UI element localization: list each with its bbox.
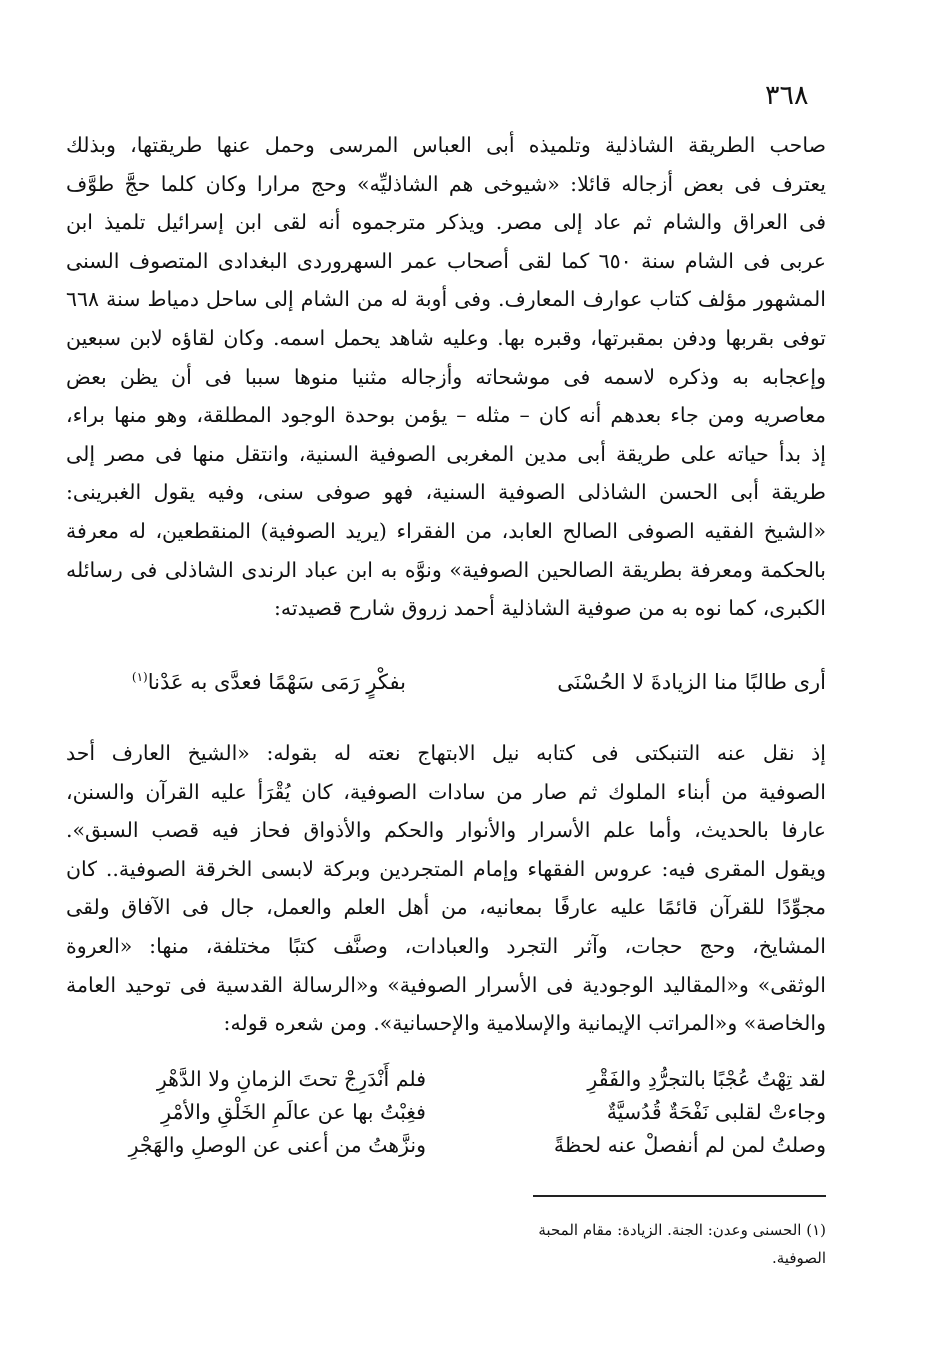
- text-line: بالحكمة ومعرفة بطريقة الصالحين الصوفية» ونوَّه به ابن عباد الرندى الشاذلى فى رسائله: [66, 557, 826, 582]
- paragraph-2: [66, 734, 826, 1043]
- verse-second-hemistich-text: بفكْرٍ رَمَى سَهْمًا فعدَّى به عَدْنا: [147, 670, 406, 694]
- poem-verse: [66, 1063, 826, 1096]
- text-line: عربى فى الشام سنة ٦٥٠ كما لقى أصحاب عمر السهروردى البغدادى المتصوف السنى: [66, 248, 826, 273]
- verse-quote: [66, 662, 826, 702]
- paragraph-1: [66, 126, 826, 628]
- text-line: الوثقى» و«المقاليد الوجودية فى الأسرار الصوفية» و«الرسالة القدسية فى توحيد العامة: [66, 972, 826, 997]
- footnote-divider: [533, 1195, 826, 1197]
- footnotes: [466, 1216, 826, 1272]
- poem-first-hemistich: وصلتُ لمن لم أنفصلْ عنه لحظةً: [553, 1133, 826, 1157]
- text-line: توفى بقربها ودفن بمقبرتها، وقبره بها. وعليه شاهد يحمل اسمه. وكان لقاؤه لابن سبعين: [66, 325, 826, 350]
- text-line: ويقول المقرى فيه: عروس الفقهاء وإمام المتجردين وبركة لابسى الخرقة الصوفية.. كان: [66, 856, 826, 881]
- poem-second-hemistich: ونزَّهتُ من أعنى عن الوصلِ والهَجْرِ: [128, 1133, 426, 1157]
- footnote-line: الصوفية.: [771, 1249, 826, 1267]
- text-line: وإعجابه به وذكره لاسمه فى موشحاته وأزجاله مثنيا منوها سببا فى أن يظن بعض: [66, 364, 826, 389]
- verse-second-hemistich: [66, 662, 406, 702]
- text-line: الصوفية من أبناء الملوك ثم صار من سادات الصوفية، كان يُقْرَأ عليه القرآن والسنن،: [66, 779, 826, 804]
- poem-verse: [66, 1096, 826, 1129]
- page-number: ٣٦٨: [765, 80, 809, 111]
- poem-first-hemistich: لقد تِهْتُ عُجْبًا بالتجرُّدِ والفَقْرِ: [587, 1067, 826, 1091]
- text-line: معاصريه ومن جاء بعدهم أنه كان – مثله – يؤمن بوحدة الوجود المطلقة، وهو منها براء،: [66, 403, 826, 428]
- poem-first-hemistich: وجاءتْ لقلبى نَفْحَةٌ قُدُسيَّةٌ: [606, 1100, 826, 1124]
- text-line: الكبرى، كما نوه به من صوفية الشاذلية أحمد زروق شارح قصيدته:: [273, 596, 826, 621]
- text-line: طريقة أبى الحسن الشاذلى الصوفية السنية، فهو صوفى سنى، وفيه يقول الغبرينى:: [66, 480, 826, 505]
- text-line: صاحب الطريقة الشاذلية وتلميذه أبى العباس المرسى وحمل عنها طريقتها، وبذلك: [66, 133, 826, 157]
- poem-second-hemistich: فلم أَنْدَرِجْ تحتَ الزمانِ ولا الدَّهْرِ: [156, 1067, 426, 1091]
- text-line: إذ نقل عنه التنبكتى فى كتابه نيل الابتهاج نعته له بقوله: «الشيخ العارف أحد: [66, 741, 826, 765]
- footnote-line: (١) الحسنى وعدن: الجنة. الزيادة: مقام المحبة: [538, 1221, 826, 1239]
- verse-first-hemistich: أرى طالبًا منا الزيادةَ لا الحُسْنَى: [557, 670, 826, 694]
- text-line: يعترف فى بعض أزجاله قائلا: «شيوخى هم الشاذليِّه» وحج مرارا وكان كلما حجَّ طوَّف: [66, 171, 826, 196]
- poem-verse: [66, 1129, 826, 1162]
- poem: [66, 1063, 826, 1162]
- text-line: فى العراق والشام ثم عاد إلى مصر. ويذكر مترجموه أنه لقى ابن إسرائيل تلميذ ابن: [66, 210, 826, 235]
- text-line: مجوِّدًا للقرآن قائمًا عليه عارفًا بمعانيه، من أهل العلم والعمل، جال فى الآفاق ولقى: [66, 895, 826, 920]
- poem-second-hemistich: فغِبْتُ بها عن عالَمِ الخَلْقِ والأمْرِ: [161, 1100, 426, 1124]
- text-line: «الشيخ الفقيه الصوفى الصالح العابد، من الفقراء (يريد الصوفية) المنقطعين، له معرفة: [66, 518, 826, 543]
- text-line: إذ بدأ حياته على طريقة أبى مدين المغربى الصوفية السنية، وانتقل منها فى مصر إلى: [66, 441, 826, 466]
- text-line: والخاصة» و«المراتب الإيمانية والإسلامية والإحسانية». ومن شعره قوله:: [223, 1011, 826, 1036]
- text-line: المشايخ، وحج حجات، وآثر التجرد والعبادات، وصنَّف كتبًا مختلفة، منها: «العروة: [66, 933, 826, 958]
- text-line: عارفا بالحديث، وأما علم الأسرار والأنوار والحكم والأذواق فحاز فيه قصب السبق».: [66, 818, 826, 843]
- footnote-marker: (١): [131, 670, 148, 684]
- text-line: المشهور مؤلف كتاب عوارف المعارف. وفى أوبة له من الشام إلى ساحل دمياط سنة ٦٦٨: [66, 287, 826, 312]
